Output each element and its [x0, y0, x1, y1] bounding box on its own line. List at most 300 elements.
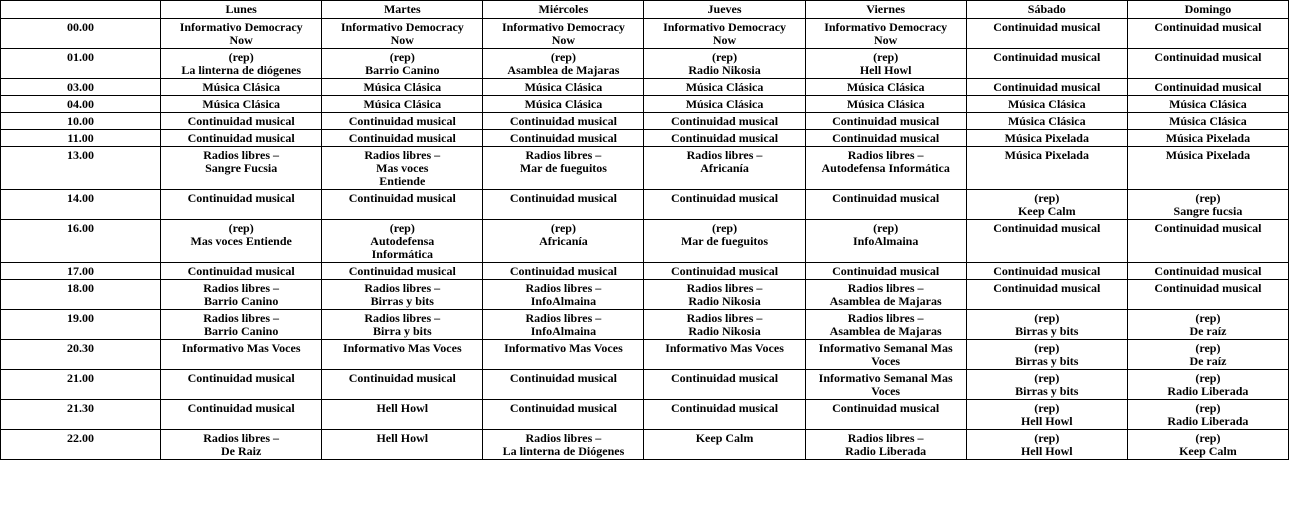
program-text: Informativo Mas Voces [665, 341, 784, 355]
program-text: Continuidad musical [187, 114, 295, 128]
program-cell [161, 310, 322, 340]
program-text: Keep Calm [1179, 444, 1237, 458]
program-text: Continuidad musical [1154, 50, 1262, 64]
program-text: Informativo Democracy [663, 20, 787, 34]
schedule-row [1, 263, 1289, 280]
program-text: La linterna de Diógenes [502, 444, 625, 458]
program-text: Radio Liberada [1167, 414, 1249, 428]
program-cell [966, 190, 1127, 220]
program-cell [483, 400, 644, 430]
program-text: Hell Howl [376, 401, 429, 415]
schedule-row [1, 310, 1289, 340]
time-slot: 21.30 [1, 400, 161, 430]
schedule-row [1, 370, 1289, 400]
program-text: Informática [371, 247, 433, 261]
program-cell [644, 280, 805, 310]
program-text: Música Pixelada [1165, 148, 1251, 162]
program-text: Continuidad musical [671, 114, 779, 128]
program-cell [805, 430, 966, 460]
program-text: (rep) [1195, 431, 1221, 445]
program-cell [805, 147, 966, 190]
program-cell [483, 220, 644, 263]
program-text: Keep Calm [1017, 204, 1076, 218]
program-text: Radio Liberada [1167, 384, 1249, 398]
program-text: Continuidad musical [187, 191, 295, 205]
program-text: (rep) [1034, 371, 1060, 385]
program-cell [483, 49, 644, 79]
program-text: (rep) [389, 50, 415, 64]
program-cell [1127, 190, 1288, 220]
program-text: (rep) [711, 221, 738, 235]
program-text: Hell Howl [859, 63, 912, 77]
program-text: Sangre fucsia [1173, 204, 1243, 218]
program-cell [644, 130, 805, 147]
program-cell [966, 263, 1127, 280]
program-text: Continuidad musical [671, 191, 779, 205]
time-slot: 19.00 [1, 310, 161, 340]
program-text: Radios libres – [203, 281, 280, 295]
program-text: Continuidad musical [348, 191, 456, 205]
header-row [1, 1, 1289, 19]
program-text: Africanía [539, 234, 588, 248]
program-cell [1127, 130, 1288, 147]
program-cell [805, 220, 966, 263]
program-text: (rep) [1034, 431, 1060, 445]
program-cell [1127, 147, 1288, 190]
day-header: Sábado [966, 1, 1127, 19]
program-cell [805, 113, 966, 130]
program-cell [805, 370, 966, 400]
program-text: Birras y bits [1015, 384, 1079, 398]
program-text: Radio Nikosia [688, 294, 761, 308]
program-text: De raíz [1189, 354, 1227, 368]
program-text: Continuidad musical [187, 371, 295, 385]
program-cell [161, 79, 322, 96]
program-cell [805, 79, 966, 96]
program-text: Radios libres – [203, 431, 280, 445]
program-cell [161, 19, 322, 49]
program-cell [161, 96, 322, 113]
program-text: De Raiz [221, 444, 262, 458]
program-cell [161, 220, 322, 263]
program-text: Continuidad musical [671, 131, 779, 145]
program-cell [966, 113, 1127, 130]
program-text: Informativo Mas Voces [342, 341, 462, 355]
program-cell [322, 130, 483, 147]
program-cell [805, 96, 966, 113]
schedule-row [1, 49, 1289, 79]
program-cell [644, 190, 805, 220]
program-text: Continuidad musical [832, 191, 940, 205]
program-cell [322, 113, 483, 130]
schedule-row [1, 147, 1289, 190]
program-cell [483, 370, 644, 400]
schedule-row [1, 113, 1289, 130]
program-text: Radios libres – [686, 281, 763, 295]
program-text: Radios libres – [686, 148, 763, 162]
program-cell [322, 96, 483, 113]
schedule-body [1, 19, 1289, 460]
program-text: Continuidad musical [993, 80, 1101, 94]
program-text: Mar de fueguitos [519, 161, 607, 175]
program-text: Música Clásica [685, 80, 764, 94]
program-text: Continuidad musical [1154, 264, 1262, 278]
schedule-row [1, 96, 1289, 113]
program-text: (rep) [1034, 311, 1060, 325]
program-cell [805, 280, 966, 310]
program-text: Continuidad musical [187, 401, 295, 415]
time-slot: 04.00 [1, 96, 161, 113]
program-cell [1127, 310, 1288, 340]
program-cell [322, 220, 483, 263]
program-text: Radios libres – [525, 431, 602, 445]
program-cell [644, 310, 805, 340]
program-cell [483, 263, 644, 280]
program-text: (rep) [1195, 401, 1221, 415]
program-cell [966, 130, 1127, 147]
program-text: La linterna de diógenes [181, 63, 301, 77]
program-text: Mas voces [376, 161, 429, 175]
program-text: Continuidad musical [187, 131, 295, 145]
program-text: Now [229, 33, 253, 47]
program-text: Informativo Mas Voces [504, 341, 623, 355]
program-cell [1127, 400, 1288, 430]
program-text: Continuidad musical [993, 20, 1101, 34]
program-text: Continuidad musical [993, 264, 1101, 278]
program-cell [805, 19, 966, 49]
program-text: Radios libres – [525, 281, 602, 295]
program-text: Mas voces Entiende [190, 234, 292, 248]
program-cell [322, 430, 483, 460]
program-text: Informativo Semanal Mas [818, 371, 953, 385]
program-text: Radios libres – [847, 431, 924, 445]
program-text: InfoAlmaina [530, 294, 597, 308]
program-cell [483, 96, 644, 113]
program-text: (rep) [550, 50, 576, 64]
time-slot: 21.00 [1, 370, 161, 400]
program-cell [161, 147, 322, 190]
program-text: Radio Liberada [845, 444, 927, 458]
program-text: Now [551, 33, 576, 47]
program-cell [483, 79, 644, 96]
program-text: Autodefensa [370, 234, 435, 248]
program-cell [322, 147, 483, 190]
program-text: Música Clásica [846, 80, 925, 94]
schedule-row [1, 340, 1289, 370]
program-cell [644, 370, 805, 400]
program-cell [1127, 113, 1288, 130]
program-text: Informativo Semanal Mas [818, 341, 953, 355]
program-text: Radios libres – [847, 148, 924, 162]
program-cell [322, 190, 483, 220]
program-text: (rep) [1195, 191, 1221, 205]
program-cell [644, 263, 805, 280]
program-text: (rep) [1034, 401, 1060, 415]
time-slot: 18.00 [1, 280, 161, 310]
program-cell [1127, 220, 1288, 263]
program-cell [161, 280, 322, 310]
program-cell [805, 400, 966, 430]
time-slot: 11.00 [1, 130, 161, 147]
program-text: Música Clásica [1169, 97, 1247, 111]
program-cell [1127, 49, 1288, 79]
program-text: Informativo Democracy [501, 20, 625, 34]
program-text: Now [390, 33, 414, 47]
program-cell [966, 430, 1127, 460]
program-text: Radios libres – [847, 281, 924, 295]
program-cell [322, 19, 483, 49]
program-cell [966, 280, 1127, 310]
time-slot: 14.00 [1, 190, 161, 220]
program-text: (rep) [1195, 371, 1221, 385]
program-text: Entiende [379, 174, 426, 188]
schedule-row [1, 79, 1289, 96]
program-text: InfoAlmaina [853, 234, 919, 248]
program-text: De raíz [1189, 324, 1227, 338]
program-cell [322, 79, 483, 96]
program-text: Africanía [700, 161, 749, 175]
program-text: Hell Howl [376, 431, 429, 445]
program-cell [322, 400, 483, 430]
program-text: Música Clásica [202, 80, 280, 94]
schedule-row [1, 280, 1289, 310]
day-header: Jueves [644, 1, 805, 19]
day-header: Lunes [161, 1, 322, 19]
program-cell [644, 220, 805, 263]
schedule-row [1, 19, 1289, 49]
program-text: Birras y bits [1015, 354, 1079, 368]
program-cell [483, 310, 644, 340]
program-text: Música Clásica [1007, 97, 1086, 111]
program-cell [644, 430, 805, 460]
program-cell [161, 49, 322, 79]
program-text: (rep) [228, 221, 254, 235]
program-text: Continuidad musical [993, 221, 1101, 235]
program-cell [644, 19, 805, 49]
program-text: Música Pixelada [1004, 148, 1089, 162]
program-cell [966, 49, 1127, 79]
program-text: (rep) [1195, 311, 1221, 325]
program-cell [644, 147, 805, 190]
program-text: Barrio Canino [365, 63, 440, 77]
program-text: Continuidad musical [187, 264, 295, 278]
program-text: Sangre Fucsia [205, 161, 278, 175]
program-cell [322, 340, 483, 370]
program-text: Continuidad musical [671, 371, 779, 385]
program-text: Música Clásica [363, 97, 442, 111]
program-cell [161, 370, 322, 400]
program-cell [161, 430, 322, 460]
program-cell [644, 340, 805, 370]
program-cell [805, 263, 966, 280]
program-text: Continuidad musical [509, 191, 617, 205]
program-cell [1127, 79, 1288, 96]
program-text: Música Pixelada [1004, 131, 1089, 145]
program-text: Mar de fueguitos [680, 234, 769, 248]
program-text: Continuidad musical [832, 114, 940, 128]
program-text: Continuidad musical [509, 131, 617, 145]
program-text: (rep) [711, 50, 738, 64]
program-cell [966, 400, 1127, 430]
program-text: (rep) [389, 221, 415, 235]
program-cell [483, 190, 644, 220]
program-cell [1127, 280, 1288, 310]
program-text: (rep) [550, 221, 576, 235]
program-text: Autodefensa Informática [821, 161, 950, 175]
program-text: Continuidad musical [509, 114, 617, 128]
program-cell [483, 113, 644, 130]
program-cell [805, 49, 966, 79]
program-text: (rep) [1034, 341, 1060, 355]
program-cell [161, 400, 322, 430]
program-text: Birra y bits [372, 324, 432, 338]
program-text: InfoAlmaina [530, 324, 597, 338]
day-header: Miércoles [483, 1, 644, 19]
program-cell [1127, 430, 1288, 460]
program-cell [161, 340, 322, 370]
program-text: (rep) [1195, 341, 1221, 355]
program-cell [1127, 370, 1288, 400]
program-cell [805, 190, 966, 220]
program-cell [322, 263, 483, 280]
program-text: Música Pixelada [1165, 131, 1251, 145]
program-cell [483, 147, 644, 190]
program-cell [161, 130, 322, 147]
program-text: Continuidad musical [1154, 80, 1262, 94]
program-cell [483, 340, 644, 370]
program-cell [966, 19, 1127, 49]
program-text: Voces [871, 354, 901, 368]
schedule-row [1, 190, 1289, 220]
program-text: Now [712, 33, 737, 47]
program-text: Música Clásica [1169, 114, 1247, 128]
program-text: Continuidad musical [348, 114, 456, 128]
program-cell [483, 19, 644, 49]
program-text: Continuidad musical [509, 401, 617, 415]
program-text: Radio Nikosia [688, 63, 761, 77]
program-text: Continuidad musical [348, 264, 456, 278]
program-text: Continuidad musical [993, 50, 1101, 64]
program-cell [322, 370, 483, 400]
schedule-row [1, 130, 1289, 147]
program-text: Birras y bits [370, 294, 434, 308]
program-text: Asamblea de Majaras [507, 63, 620, 77]
program-cell [805, 340, 966, 370]
program-text: Música Clásica [1007, 114, 1086, 128]
day-header: Domingo [1127, 1, 1288, 19]
program-text: Música Clásica [524, 97, 603, 111]
program-text: Barrio Canino [204, 294, 279, 308]
program-text: Keep Calm [695, 431, 754, 445]
program-text: Birras y bits [1015, 324, 1079, 338]
program-text: Radios libres – [364, 148, 441, 162]
program-text: Música Clásica [524, 80, 603, 94]
program-text: Continuidad musical [348, 371, 456, 385]
schedule-row [1, 400, 1289, 430]
program-text: Continuidad musical [993, 281, 1101, 295]
program-text: Informativo Democracy [340, 20, 464, 34]
program-text: Música Clásica [202, 97, 280, 111]
program-cell [483, 430, 644, 460]
program-cell [161, 190, 322, 220]
program-text: Radios libres – [203, 148, 280, 162]
time-slot: 13.00 [1, 147, 161, 190]
program-cell [966, 340, 1127, 370]
program-cell [322, 280, 483, 310]
program-text: Hell Howl [1020, 414, 1073, 428]
program-text: Continuidad musical [1154, 221, 1262, 235]
program-text: Radios libres – [525, 148, 602, 162]
program-cell [1127, 340, 1288, 370]
program-text: (rep) [1034, 191, 1060, 205]
program-cell [644, 96, 805, 113]
program-text: Radio Nikosia [688, 324, 761, 338]
program-cell [644, 400, 805, 430]
program-cell [483, 280, 644, 310]
program-text: Radios libres – [364, 281, 441, 295]
program-cell [644, 113, 805, 130]
program-text: Continuidad musical [832, 131, 940, 145]
time-slot: 16.00 [1, 220, 161, 263]
program-cell [966, 310, 1127, 340]
program-cell [1127, 263, 1288, 280]
program-cell [805, 130, 966, 147]
program-cell [161, 113, 322, 130]
program-cell [966, 147, 1127, 190]
program-cell [805, 310, 966, 340]
time-slot: 10.00 [1, 113, 161, 130]
program-text: Continuidad musical [348, 131, 456, 145]
day-header: Viernes [805, 1, 966, 19]
program-text: Asamblea de Majaras [829, 324, 942, 338]
program-text: (rep) [228, 50, 254, 64]
program-text: Continuidad musical [1154, 20, 1262, 34]
program-text: Radios libres – [364, 311, 441, 325]
program-text: Continuidad musical [1154, 281, 1262, 295]
time-slot: 20.30 [1, 340, 161, 370]
time-slot: 03.00 [1, 79, 161, 96]
program-text: (rep) [873, 221, 899, 235]
program-cell [322, 310, 483, 340]
program-text: Asamblea de Majaras [829, 294, 942, 308]
program-text: Continuidad musical [509, 264, 617, 278]
header-time-corner [1, 1, 161, 19]
time-slot: 00.00 [1, 19, 161, 49]
program-cell [1127, 19, 1288, 49]
program-cell [644, 49, 805, 79]
program-text: Informativo Democracy [179, 20, 303, 34]
schedule-row [1, 430, 1289, 460]
program-text: Radios libres – [525, 311, 602, 325]
program-text: Voces [871, 384, 901, 398]
time-slot: 22.00 [1, 430, 161, 460]
program-text: Informativo Democracy [824, 20, 948, 34]
program-cell [966, 370, 1127, 400]
program-text: Barrio Canino [204, 324, 279, 338]
program-cell [966, 96, 1127, 113]
schedule-row [1, 220, 1289, 263]
program-text: Continuidad musical [832, 264, 940, 278]
program-text: Radios libres – [203, 311, 280, 325]
program-text: Música Clásica [685, 97, 764, 111]
program-text: Radios libres – [686, 311, 763, 325]
time-slot: 17.00 [1, 263, 161, 280]
program-text: Radios libres – [847, 311, 924, 325]
program-text: Continuidad musical [832, 401, 940, 415]
program-cell [161, 263, 322, 280]
program-cell [966, 79, 1127, 96]
day-header: Martes [322, 1, 483, 19]
